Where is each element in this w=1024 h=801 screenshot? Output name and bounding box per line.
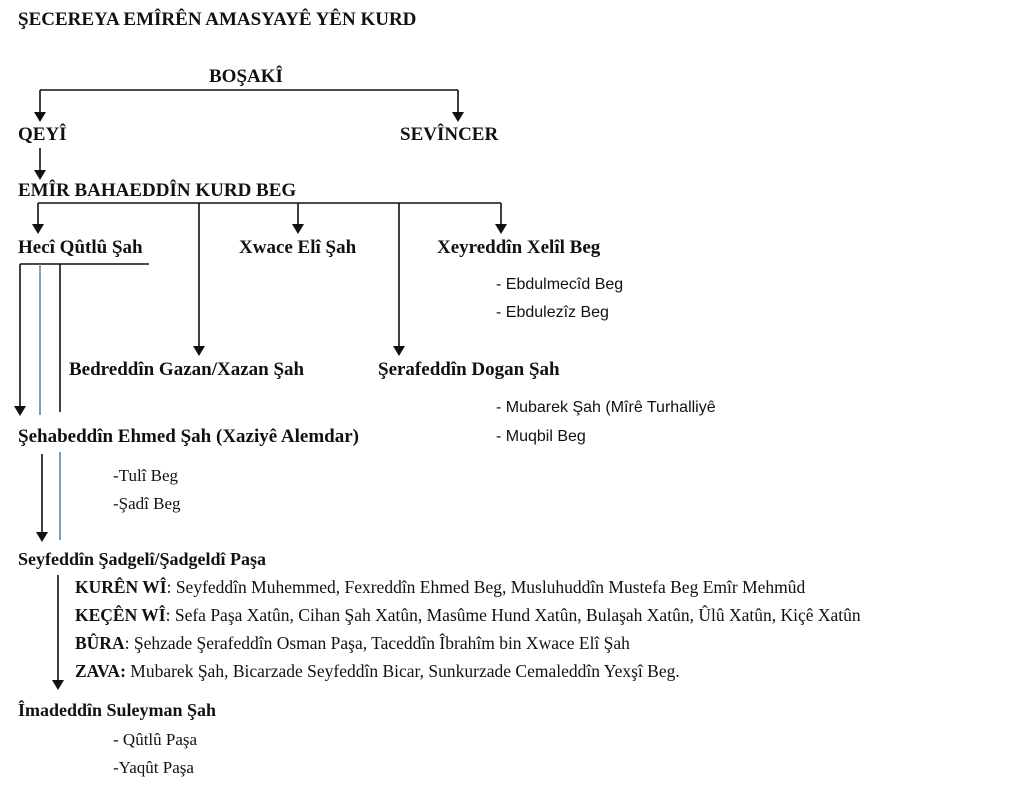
child-qutlu: - Qûtlû Paşa (113, 730, 198, 749)
family-label: KURÊN WÎ (75, 577, 167, 597)
node-bedreddin: Bedreddîn Gazan/Xazan Şah (69, 359, 305, 380)
child-tuli: -Tulî Beg (113, 466, 179, 485)
family-brothers (75, 633, 630, 654)
family-text: Şehzade Şerafeddîn Osman Paşa, Taceddîn Îbrahîm bin Xwace Elî Şah (133, 633, 630, 653)
child-ebduleziz: - Ebdulezîz Beg (496, 304, 609, 321)
page-title: ŞECEREYA EMÎRÊN AMASYAYÊ YÊN KURD (18, 9, 417, 30)
family-sep: : (166, 577, 176, 597)
family-label: KEÇÊN WÎ (75, 605, 166, 625)
family-text: Seyfeddîn Muhemmed, Fexreddîn Ehmed Beg, Musluhuddîn Mustefa Beg Emîr Mehmûd (175, 577, 806, 597)
family-daughters (75, 605, 861, 626)
family-label: BÛRA (75, 633, 125, 653)
node-seyfeddin: Seyfeddîn Şadgelî/Şadgeldî Paşa (18, 549, 267, 569)
child-muqbil: - Muqbil Beg (496, 428, 586, 445)
family-text: Mubarek Şah, Bicarzade Seyfeddîn Bicar, Sunkurzade Cemaleddîn Yexşî Beg. (130, 661, 680, 681)
node-serafeddin: Şerafeddîn Dogan Şah (378, 359, 560, 380)
node-qeyi: QEYÎ (18, 124, 67, 145)
arrowhead-seyfeddin (36, 532, 48, 542)
family-sep: : (165, 605, 175, 625)
arrowhead-xeyreddin (495, 224, 507, 234)
arrowhead-bahaeddin (34, 170, 46, 180)
family-sons (75, 577, 805, 598)
arrowhead-bedreddin (193, 346, 205, 356)
node-imadeddin: Îmadeddîn Suleyman Şah (18, 700, 217, 720)
node-bahaeddin: EMÎR BAHAEDDÎN KURD BEG (18, 180, 297, 201)
child-ebdulmecid: - Ebdulmecîd Beg (496, 276, 624, 293)
family-sep: : (124, 633, 134, 653)
family-text: Sefa Paşa Xatûn, Cihan Şah Xatûn, Masûme Hund Xatûn, Bulaşah Xatûn, Ûlû Xatûn, Kiçê Xatûn (174, 605, 861, 625)
arrowhead-sehabeddin (14, 406, 26, 416)
family-label: ZAVA: (75, 661, 126, 681)
node-heci: Hecî Qûtlû Şah (18, 237, 143, 258)
node-bosaki: BOŞAKÎ (209, 66, 283, 87)
node-xwace: Xwace Elî Şah (239, 237, 357, 258)
child-sadi: -Şadî Beg (113, 494, 181, 513)
arrowhead-serafeddin (393, 346, 405, 356)
child-mubarek: - Mubarek Şah (Mîrê Turhalliyê (496, 399, 716, 416)
node-sehabeddin: Şehabeddîn Ehmed Şah (Xaziyê Alemdar) (18, 426, 359, 447)
arrowhead-imadeddin (52, 680, 64, 690)
family-sons-in-law (75, 661, 680, 682)
child-yaqut: -Yaqût Paşa (113, 758, 194, 777)
node-sevincer: SEVÎNCER (400, 124, 499, 145)
arrowhead-sevincer (452, 112, 464, 122)
arrowhead-xwace (292, 224, 304, 234)
node-xeyreddin: Xeyreddîn Xelîl Beg (437, 237, 601, 258)
arrowhead-heci (32, 224, 44, 234)
arrowhead-qeyi (34, 112, 46, 122)
